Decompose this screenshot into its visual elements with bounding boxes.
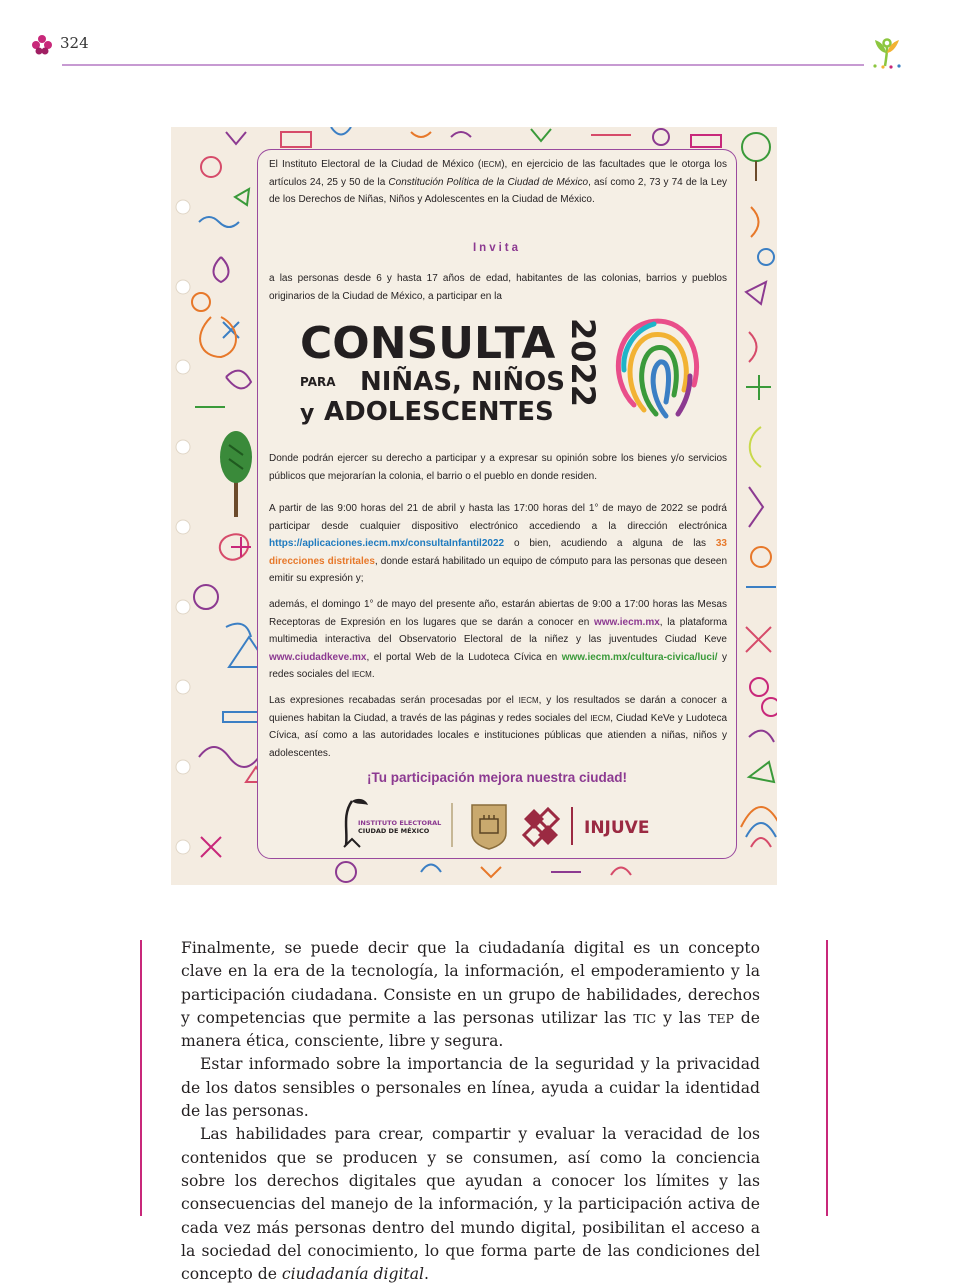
body-text xyxy=(181,937,760,1286)
body-paragraph-3: Las habilidades para crear, compartir y evaluar la veracidad de los contenidos que se producen y se consumen, así como la conciencia sobre los derechos digitales que ayudan a conocer los límites y las consecuencias del manejo de la información, y la participación activa de cada vez más personas dentro del mundo digital, posibilitan el acceso a la sociedad del conocimiento, lo que forma parte de las condiciones del concepto de ciudadanía digital. xyxy=(181,1125,760,1284)
direcciones-link[interactable]: 33 direcciones distritales xyxy=(269,538,727,567)
mesas-paragraph: además, el domingo 1° de mayo del presente año, estarán abiertas de 9:00 a 17:00 horas las Mesas Receptoras de Expresión en los lugares que se darán a conocer en www.iecm.mx, la plataforma multimedia interactiva del Observatorio Electoral de la niñez y las juventudes Ciudad Keve www.ciudadkeve.mx, el portal Web de la Ludoteca Cívica en www.iecm.mx/cultura-civica/luci/ y redes sociales del IECM. xyxy=(269,599,728,680)
header-rule xyxy=(62,64,864,66)
results-paragraph: Las expresiones recabadas serán procesadas por el IECM, y los resultados se darán a conocer a quienes habitan la Ciudad, a través de las páginas y redes sociales del IECM, Ciudad KeVe y Ludoteca Cívica, así como a las autoridades locales e instituciones públicas que atienden a niñas, niños y adolescentes. xyxy=(269,695,728,759)
page-header xyxy=(0,0,969,80)
slogan: ¡Tu participación mejora nuestra ciudad! xyxy=(366,770,628,785)
page-number: 324 xyxy=(60,34,89,52)
logo-year-text: 2022 xyxy=(564,318,602,408)
cdmx-government-icon xyxy=(524,809,558,845)
iecm-logo xyxy=(344,799,441,847)
left-margin-rule xyxy=(140,940,142,1216)
right-margin-rule xyxy=(826,940,828,1216)
iecm-url-link[interactable]: www.iecm.mx xyxy=(594,616,660,628)
audience-paragraph: a las personas desde 6 y hasta 17 años de edad, habitantes de las colonias, barrios y pueblos originarios de la Ciudad de México, a participar en la xyxy=(269,273,727,302)
consulta-2022-logo xyxy=(294,310,714,430)
consulta-poster xyxy=(171,127,777,885)
body-paragraph-1: Finalmente, se puede decir que la ciudadanía digital es un concepto clave en la era de la tecnología, la información, el empoderamiento y la participación ciudadana. Consiste en un grupo de habilidades, derechos y competencias que permite a las personas utilizar las TIC y las TEP de manera ética, consciente, libre y segura. xyxy=(181,939,761,1051)
fingerprint-icon xyxy=(618,321,696,416)
logo-y-text: y xyxy=(300,401,315,426)
logo-ninas-text: NIÑAS, NIÑOS xyxy=(360,367,565,397)
ludoteca-link[interactable]: www.iecm.mx/cultura-civica/luci/ xyxy=(561,651,718,663)
purpose-paragraph: Donde podrán ejercer su derecho a participar y a expresar su opinión sobre los bienes y/o servicios públicos que mejorarían la colonia, el barrio o el pueblo en donde residen. xyxy=(269,453,727,482)
cdmx-shield-icon xyxy=(472,805,506,849)
institution-logos xyxy=(338,795,678,855)
flower-ornament-icon xyxy=(30,32,54,56)
invita-heading: Invita xyxy=(472,242,522,254)
invitation-card xyxy=(257,149,737,859)
iecm-logo-line1: INSTITUTO ELECTORAL xyxy=(358,819,442,827)
ciudadkeve-link[interactable]: www.ciudadkeve.mx xyxy=(269,651,367,663)
sprout-icon xyxy=(866,30,908,72)
consulta-url-link[interactable]: https://aplicaciones.iecm.mx/consultaInfantil2022 xyxy=(269,538,505,549)
injuve-logo-text: INJUVE xyxy=(584,818,650,838)
logo-consulta-text: CONSULTA xyxy=(300,318,556,369)
body-paragraph-2: Estar informado sobre la importancia de la seguridad y la privacidad de los datos sensibles o personales en línea, ayuda a cuidar la identidad de las personas. xyxy=(181,1055,760,1121)
intro-paragraph: El Instituto Electoral de la Ciudad de México (IECM), en ejercicio de las facultades que le otorga los artículos 24, 25 y 50 de la Constitución Política de la Ciudad de México, así como 2, 73 y 74 de la Ley de los Derechos de Niñas, Niños y Adolescentes en la Ciudad de México. xyxy=(269,159,728,205)
iecm-logo-line2: CIUDAD DE MÉXICO xyxy=(358,827,430,835)
dates-paragraph: A partir de las 9:00 horas del 21 de abril y hasta las 17:00 horas del 1° de mayo de 2022 se podrá participar desde cualquier dispositivo electrónico accediendo a la dirección electrónica https://aplicaciones.iecm.mx/consultaInfantil2022 o bien, acudiendo a alguna de las 33 direcciones distritales, donde estará habilitado un equipo de cómputo para las personas que deseen emitir su expresión y; xyxy=(269,503,727,584)
logo-para-text: PARA xyxy=(300,375,336,389)
logo-adolescentes-text: ADOLESCENTES xyxy=(324,397,554,427)
